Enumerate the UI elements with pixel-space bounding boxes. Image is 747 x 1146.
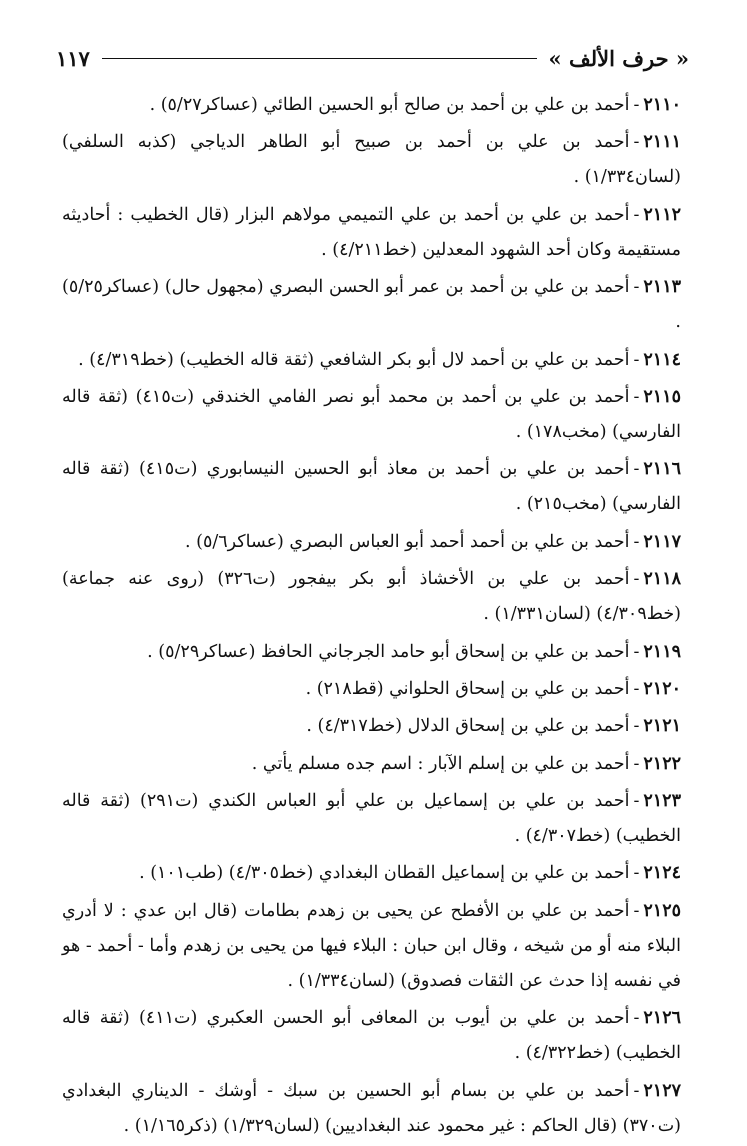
entry-number: ٢١٢٥ — [643, 900, 681, 921]
entry-text: أحمد بن علي بن أحمد لال أبو بكر الشافعي (ثقة قاله الخطيب) (خط٤/٣١٩) . — [78, 349, 630, 370]
entry-number: ٢١٢٣ — [643, 791, 681, 812]
entry-text: أحمد بن علي بن أحمد أحمد أبو العباس البصري (عساكر٥/٦) . — [185, 531, 630, 552]
entry-number: ٢١٢٧ — [643, 1080, 681, 1101]
entry-number: ٢١٢٢ — [643, 753, 681, 774]
entry-text: أحمد بن علي بن إسحاق الدلال (خط٤/٣١٧) . — [306, 716, 630, 737]
entry-2126: ٢١٢٦-أحمد بن علي بن أيوب بن المعافى أبو الحسن العكبري (ت٤١١) (ثقة قاله الخطيب) (خط٤/٣٢٢) . — [62, 1008, 681, 1064]
entry-number: ٢١١٣ — [643, 277, 681, 298]
entry-2125: ٢١٢٥-أحمد بن علي بن الأفطح عن يحيى بن زهدم بطامات (قال ابن عدي : لا أدري البلاء منه أو من شيخه ، وقال ابن حبان : البلاء فيها من يحيى بن زهدم وأما - أحمد - هو في نفسه إذا حدث عن الثقات فصدوق) (لسان١/٣٣٤) . — [62, 900, 681, 991]
entry-2111: ٢١١١-أحمد بن علي بن أحمد بن صبيح أبو الطاهر الدياجي (كذبه السلفي) (لسان١/٣٣٤) . — [62, 132, 681, 188]
entry-2116: ٢١١٦-أحمد بن علي بن أحمد بن معاذ أبو الحسين النيسابوري (ت٤١٥) (ثقة قاله الفارسي) (مخب٢١٥) . — [62, 459, 681, 515]
entry-number: ٢١٢١ — [643, 716, 681, 737]
entry-number: ٢١٢٦ — [643, 1008, 681, 1029]
entry-text: أحمد بن علي بن إسماعيل القطان البغدادي (خط٤/٣٠٥) (طب١٠١) . — [139, 863, 630, 884]
entry-2120: ٢١٢٠-أحمد بن علي بن إسحاق الحلواني (قط٢١٨) . — [305, 678, 681, 699]
running-header — [56, 40, 689, 76]
entry-list — [62, 88, 681, 1146]
entry-number: ٢١١٩ — [643, 641, 681, 662]
entry-text: أحمد بن علي بن بسام أبو الحسين بن سبك - أوشك - الديناري البغدادي (ت٣٧٠) (قال الحاكم : غير محمود عند البغداديين) (لسان١/٣٢٩) (ذكر١/١٦٥) . — [62, 1080, 681, 1136]
chapter-title: « حرف الألف » — [548, 45, 689, 71]
entry-number: ٢١١٢ — [643, 204, 681, 225]
entry-2110: ٢١١٠-أحمد بن علي بن أحمد بن صالح أبو الحسين الطائي (عساكر٥/٢٧) . — [149, 95, 681, 115]
entry-number: ٢١١٨ — [643, 569, 681, 590]
entry-text: أحمد بن علي بن إسحاق الحلواني (قط٢١٨) . — [305, 678, 630, 699]
entry-number: ٢١١٠ — [643, 95, 681, 115]
entry-text: أحمد بن علي بن الأخشاذ أبو بكر بيفجور (ت٣٢٦) (روى عنه جماعة) (خط٤/٣٠٩) (لسان١/٣٣١) . — [62, 569, 681, 625]
entry-text: أحمد بن علي بن إسلم الآبار : اسم جده مسلم يأتي . — [251, 753, 630, 774]
entry-text: أحمد بن علي بن أحمد بن عمر أبو الحسن البصري (مجهول حال) (عساكر٥/٢٥) . — [62, 277, 681, 333]
header-rule — [102, 58, 537, 59]
entry-number: ٢١١٥ — [643, 386, 681, 407]
entry-2119: ٢١١٩-أحمد بن علي بن إسحاق أبو حامد الجرجاني الحافظ (عساكر٥/٢٩) . — [147, 641, 681, 662]
page-number: ١١٧ — [56, 45, 90, 71]
entry-text: أحمد بن علي بن إسحاق أبو حامد الجرجاني الحافظ (عساكر٥/٢٩) . — [147, 641, 630, 662]
entry-number: ٢١١٦ — [643, 459, 681, 480]
entry-text: أحمد بن علي بن أحمد بن صالح أبو الحسين الطائي (عساكر٥/٢٧) . — [149, 95, 630, 115]
entry-text: أحمد بن علي بن إسماعيل بن علي أبو العباس الكندي (ت٢٩١) (ثقة قاله الخطيب) (خط٤/٣٠٧) . — [62, 791, 681, 847]
entry-2118: ٢١١٨-أحمد بن علي بن الأخشاذ أبو بكر بيفجور (ت٣٢٦) (روى عنه جماعة) (خط٤/٣٠٩) (لسان١/٣٣١) . — [62, 569, 681, 625]
entry-2117: ٢١١٧-أحمد بن علي بن أحمد أحمد أبو العباس البصري (عساكر٥/٦) . — [185, 531, 681, 552]
entry-2114: ٢١١٤-أحمد بن علي بن أحمد لال أبو بكر الشافعي (ثقة قاله الخطيب) (خط٤/٣١٩) . — [78, 349, 681, 370]
entry-2115: ٢١١٥-أحمد بن علي بن أحمد بن محمد أبو نصر الفامي الخندقي (ت٤١٥) (ثقة قاله الفارسي) (مخب١٧٨) . — [62, 386, 681, 442]
entry-number: ٢١٢٠ — [643, 678, 681, 699]
entry-2121: ٢١٢١-أحمد بن علي بن إسحاق الدلال (خط٤/٣١٧) . — [306, 716, 681, 737]
entry-number: ٢١١٧ — [643, 531, 681, 552]
entry-2122: ٢١٢٢-أحمد بن علي بن إسلم الآبار : اسم جده مسلم يأتي . — [251, 753, 681, 774]
entry-2127: ٢١٢٧-أحمد بن علي بن بسام أبو الحسين بن سبك - أوشك - الديناري البغدادي (ت٣٧٠) (قال الحاكم : غير محمود عند البغداديين) (لسان١/٣٢٩) (ذكر١/١٦٥) . — [62, 1080, 681, 1136]
entry-2112: ٢١١٢-أحمد بن علي بن أحمد بن علي التميمي مولاهم البزار (قال الخطيب : أحاديثه مستقيمة وكان أحد الشهود المعدلين (خط٤/٢١١) . — [62, 204, 681, 260]
entry-text: أحمد بن علي بن أحمد بن صبيح أبو الطاهر الدياجي (كذبه السلفي) (لسان١/٣٣٤) . — [62, 132, 681, 188]
entry-text: أحمد بن علي بن أيوب بن المعافى أبو الحسن العكبري (ت٤١١) (ثقة قاله الخطيب) (خط٤/٣٢٢) . — [62, 1008, 681, 1064]
entry-2124: ٢١٢٤-أحمد بن علي بن إسماعيل القطان البغدادي (خط٤/٣٠٥) (طب١٠١) . — [139, 863, 681, 884]
entry-text: أحمد بن علي بن أحمد بن علي التميمي مولاهم البزار (قال الخطيب : أحاديثه مستقيمة وكان أحد الشهود المعدلين (خط٤/٢١١) . — [62, 204, 681, 260]
entry-number: ٢١٢٤ — [643, 863, 681, 884]
entry-2123: ٢١٢٣-أحمد بن علي بن إسماعيل بن علي أبو العباس الكندي (ت٢٩١) (ثقة قاله الخطيب) (خط٤/٣٠٧) . — [62, 791, 681, 847]
entry-text: أحمد بن علي بن الأفطح عن يحيى بن زهدم بطامات (قال ابن عدي : لا أدري البلاء منه أو من شيخه ، وقال ابن حبان : البلاء فيها من يحيى بن زهدم وأما - أحمد - هو في نفسه إذا حدث عن الثقات فصدوق) (لسان١/٣٣٤) . — [62, 900, 681, 991]
entry-number: ٢١١١ — [643, 132, 681, 153]
entry-number: ٢١١٤ — [643, 349, 681, 370]
entry-text: أحمد بن علي بن أحمد بن محمد أبو نصر الفامي الخندقي (ت٤١٥) (ثقة قاله الفارسي) (مخب١٧٨) . — [62, 386, 681, 442]
entry-text: أحمد بن علي بن أحمد بن معاذ أبو الحسين النيسابوري (ت٤١٥) (ثقة قاله الفارسي) (مخب٢١٥) . — [62, 459, 681, 515]
entry-2113: ٢١١٣-أحمد بن علي بن أحمد بن عمر أبو الحسن البصري (مجهول حال) (عساكر٥/٢٥) . — [62, 277, 681, 333]
